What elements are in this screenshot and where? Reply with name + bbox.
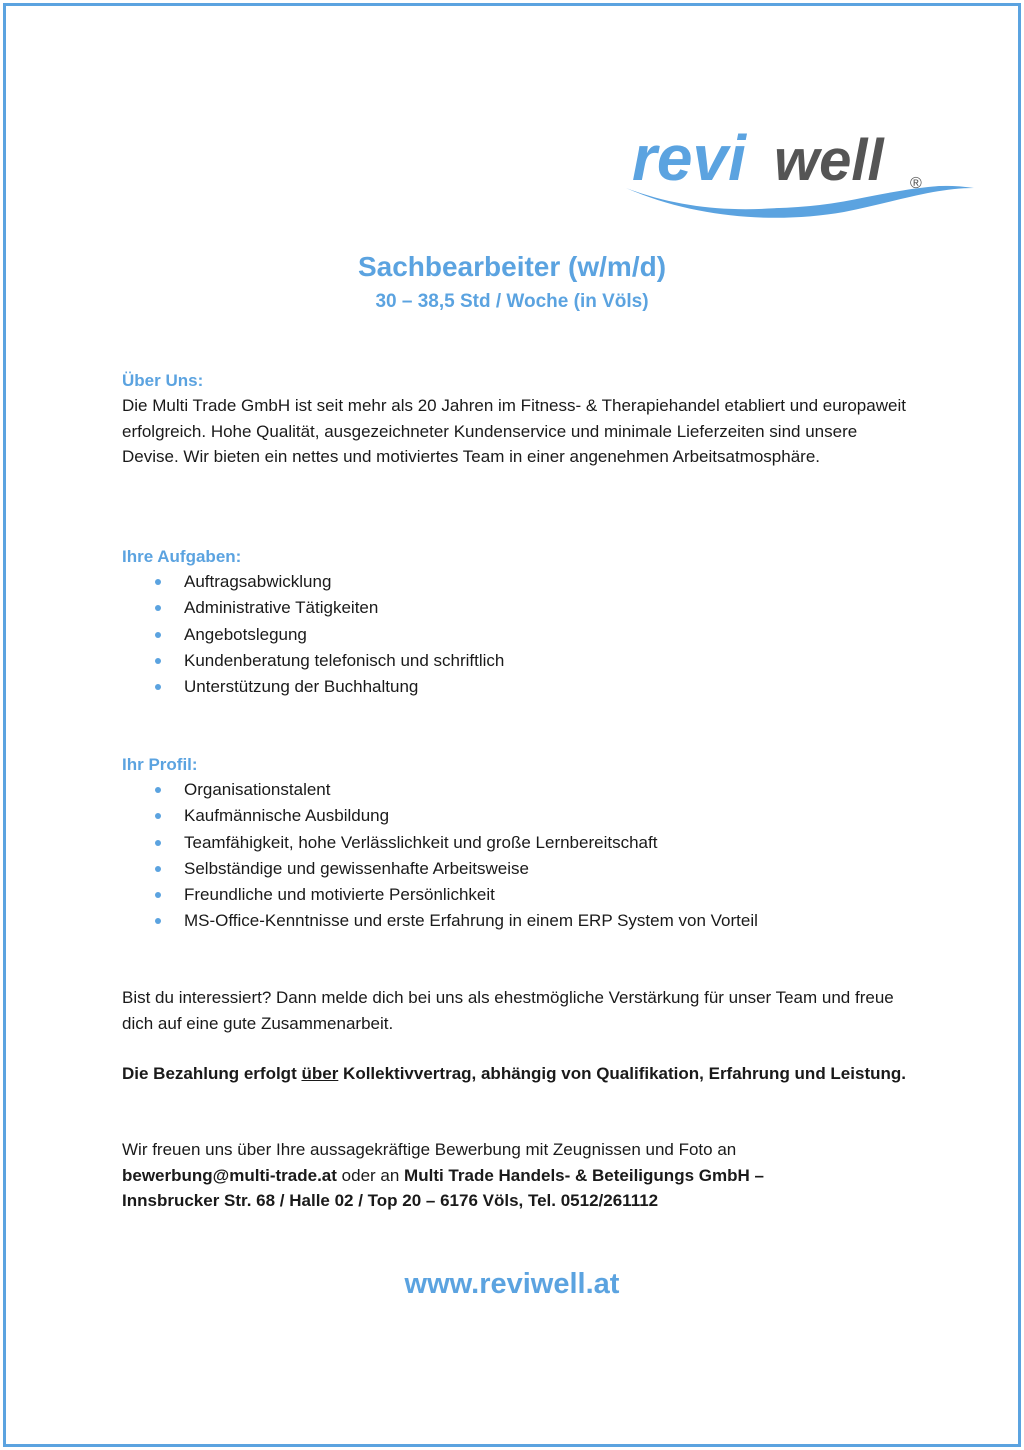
contact-address: Innsbrucker Str. 68 / Halle 02 / Top 20 – 6176 Völs, Tel. 0512/261112	[122, 1191, 659, 1210]
bullet-icon	[155, 579, 161, 585]
bullet-icon	[155, 605, 161, 611]
about-heading: Über Uns:	[122, 371, 204, 390]
list-item	[122, 622, 912, 648]
payment-note	[122, 1061, 912, 1087]
bullet-icon	[155, 918, 161, 924]
payment-text-underlined: über	[301, 1064, 339, 1083]
list-item-text: Freundliche und motivierte Persönlichkeit	[184, 885, 495, 905]
logo-text-well: well	[774, 128, 884, 193]
list-item	[122, 648, 912, 674]
contact-line	[122, 1163, 912, 1189]
bullet-icon	[155, 658, 161, 664]
list-item-text: Kaufmännische Ausbildung	[184, 806, 390, 826]
contact-connector: oder an	[336, 1165, 405, 1185]
bullet-icon	[155, 866, 161, 872]
bullet-icon	[155, 684, 161, 690]
job-hours: 30 – 38,5 Std / Woche (in Völs)	[375, 291, 649, 312]
profile-heading: Ihr Profil:	[122, 755, 198, 774]
bullet-icon	[155, 840, 161, 846]
contact-email[interactable]: bewerbung@multi-trade.at	[122, 1165, 337, 1185]
list-item	[122, 674, 912, 700]
contact-section	[122, 1137, 912, 1214]
contact-company: Multi Trade Handels- & Beteiligungs GmbH –	[404, 1165, 764, 1185]
list-item-text: Auftragsabwicklung	[184, 572, 332, 591]
profile-list	[122, 777, 912, 935]
tasks-list	[122, 569, 912, 700]
about-section	[122, 368, 912, 470]
list-item	[122, 830, 912, 856]
list-item-text: Unterstützung der Buchhaltung	[184, 677, 419, 697]
payment-text-2: Kollektivvertrag, abhängig von Qualifikation, Erfahrung und Leistung.	[338, 1064, 906, 1083]
website-link[interactable]: www.reviwell.at	[404, 1268, 620, 1300]
logo-text-revi: revi	[632, 122, 746, 194]
list-item	[122, 882, 912, 908]
job-title: Sachbearbeiter (w/m/d)	[357, 251, 667, 282]
list-item-text: Angebotslegung	[184, 624, 307, 644]
about-text: Die Multi Trade GmbH ist seit mehr als 20 Jahren im Fitness- & Therapiehandel etabliert und europaweit erfolgreich. Hohe Qualität, ausgezeichneter Kundenservice und minimale Lieferzeiten sind unsere Devise. Wir bieten ein nettes und motiviertes Team in einer angenehmen Arbeitsatmosphäre.	[122, 396, 906, 466]
list-item-text: Kundenberatung telefonisch und schriftlich	[184, 650, 505, 670]
bullet-icon	[155, 787, 161, 793]
bullet-icon	[155, 632, 161, 638]
list-item	[122, 856, 912, 882]
registered-mark: ®	[910, 175, 922, 192]
profile-section	[122, 752, 912, 935]
bullet-icon	[155, 892, 161, 898]
list-item	[122, 803, 912, 829]
tasks-section	[122, 544, 912, 700]
list-item-text: Selbständige und gewissenhafte Arbeitsweise	[184, 858, 529, 878]
list-item	[122, 569, 912, 595]
list-item	[122, 777, 912, 803]
contact-intro: Wir freuen uns über Ihre aussagekräftige Bewerbung mit Zeugnissen und Foto an	[122, 1140, 737, 1159]
invitation-text: Bist du interessiert? Dann melde dich bei uns als ehestmögliche Verstärkung für unser Team und freue dich auf eine gute Zusammenarbeit.	[122, 988, 894, 1033]
reviwell-logo	[624, 118, 976, 222]
list-item-text: MS-Office-Kenntnisse und erste Erfahrung in einem ERP System von Vorteil	[184, 911, 758, 931]
reviwell-logo-graphic	[624, 118, 976, 222]
tasks-heading: Ihre Aufgaben:	[122, 547, 242, 566]
list-item	[122, 595, 912, 621]
list-item-text: Teamfähigkeit, hohe Verlässlichkeit und große Lernbereitschaft	[184, 832, 658, 852]
list-item	[122, 908, 912, 934]
list-item-text: Administrative Tätigkeiten	[184, 598, 379, 618]
list-item-text: Organisationstalent	[184, 780, 331, 799]
bullet-icon	[155, 813, 161, 819]
payment-text-1: Die Bezahlung erfolgt	[122, 1064, 302, 1083]
